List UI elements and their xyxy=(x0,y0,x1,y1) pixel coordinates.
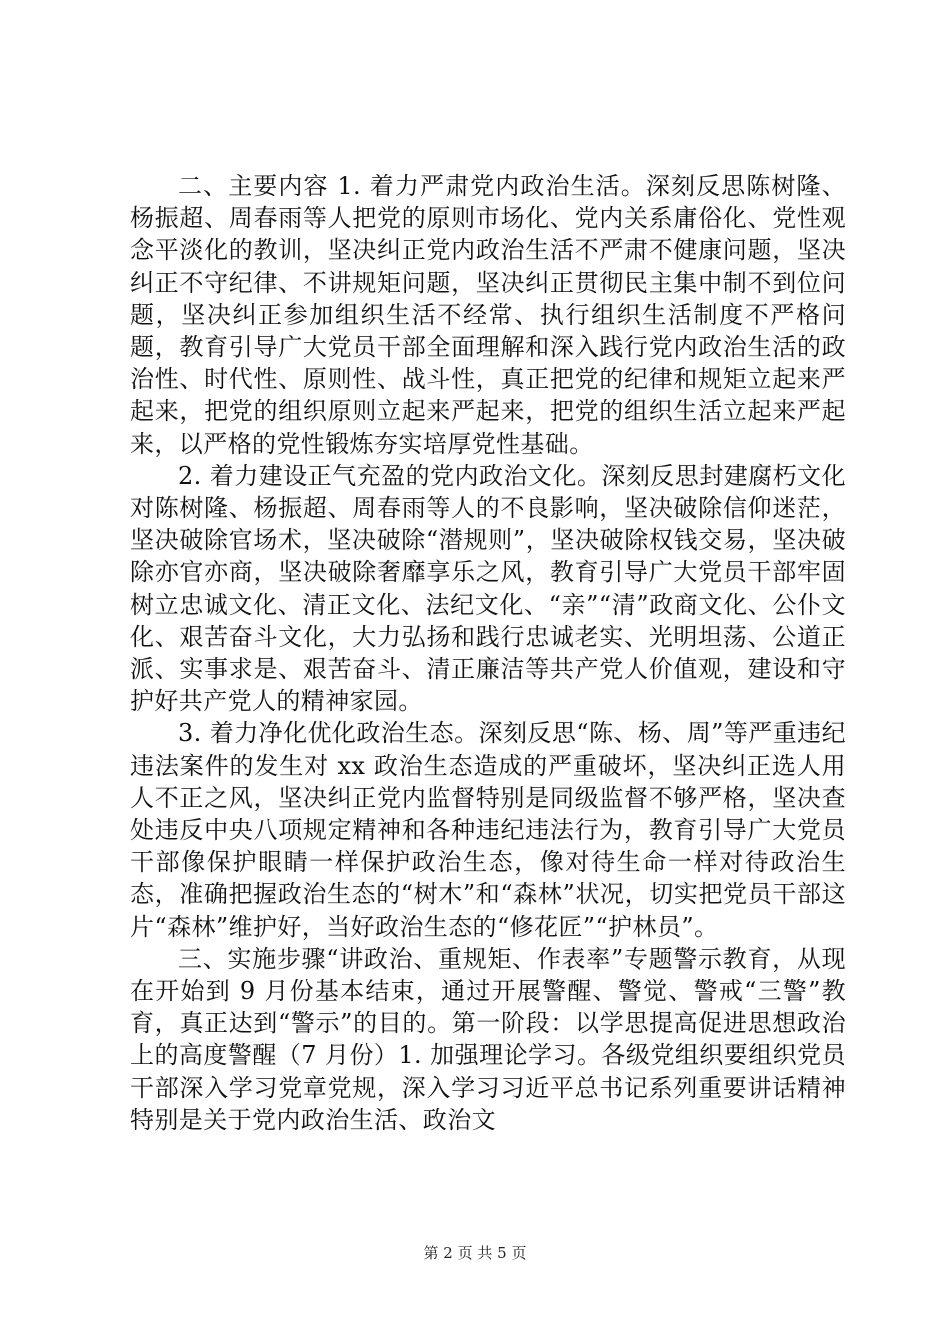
paragraph-main-content-2: 2. 着力建设正气充盈的党内政治文化。深刻反思封建腐朽文化对陈树隆、杨振超、周春雨等人的不良影响，坚决破除信仰迷茫，坚决破除官场术，坚决破除“潜规则”，坚决破除权钱交易，坚决破除亦官亦商，坚决破除奢靡享乐之风，教育引导广大党员干部牢固树立忠诚文化、清正文化、法纪文化、“亲”“清”政商文化、公仆文化、艰苦奋斗文化，大力弘扬和践行忠诚老实、光明坦荡、公道正派、实事求是、艰苦奋斗、清正廉洁等共产党人价值观，建设和守护好共产党人的精神家园。 xyxy=(130,461,846,716)
document-body xyxy=(130,170,846,1136)
page-number-footer: 第 2 页 共 5 页 xyxy=(423,1244,527,1262)
paragraph-main-content-1: 二、主要内容 1. 着力严肃党内政治生活。深刻反思陈树隆、杨振超、周春雨等人把党的原则市场化、党内关系庸俗化、党性观念平淡化的教训，坚决纠正党内政治生活不严肃不健康问题，坚决纠正不守纪律、不讲规矩问题，坚决纠正贯彻民主集中制不到位问题，坚决纠正参加组织生活不经常、执行组织生活制度不严格问题，教育引导广大党员干部全面理解和深入践行党内政治生活的政治性、时代性、原则性、战斗性，真正把党的纪律和规矩立起来严起来，把党的组织原则立起来严起来，把党的组织生活立起来严起来，以严格的党性锻炼夯实培厚党性基础。 xyxy=(130,172,846,458)
paragraph-implementation-steps: 三、实施步骤“讲政治、重规矩、作表率”专题警示教育，从现在开始到 9 月份基本结束，通过开展警醒、警觉、警戒“三警”教育，真正达到“警示”的目的。第一阶段：以学思提高促进思想政治上的高度警醒（7 月份）1. 加强理论学习。各级党组织要组织党员干部深入学习党章党规，深入学习习近平总书记系列重要讲话精神特别是关于党内政治生活、政治文 xyxy=(130,944,846,1134)
paragraph-main-content-3: 3. 着力净化优化政治生态。深刻反思“陈、杨、周”等严重违纪违法案件的发生对 xx 政治生态造成的严重破坏，坚决纠正选人用人不正之风，坚决纠正党内监督特别是同级监督不够严格，坚决查处违反中央八项规定精神和各种违纪违法行为，教育引导广大党员干部像保护眼睛一样保护政治生态，像对待生命一样对待政治生态，准确把握政治生态的“树木”和“森林”状况，切实把党员干部这片“森林”维护好，当好政治生态的“修花匠”“护林员”。 xyxy=(130,719,846,941)
